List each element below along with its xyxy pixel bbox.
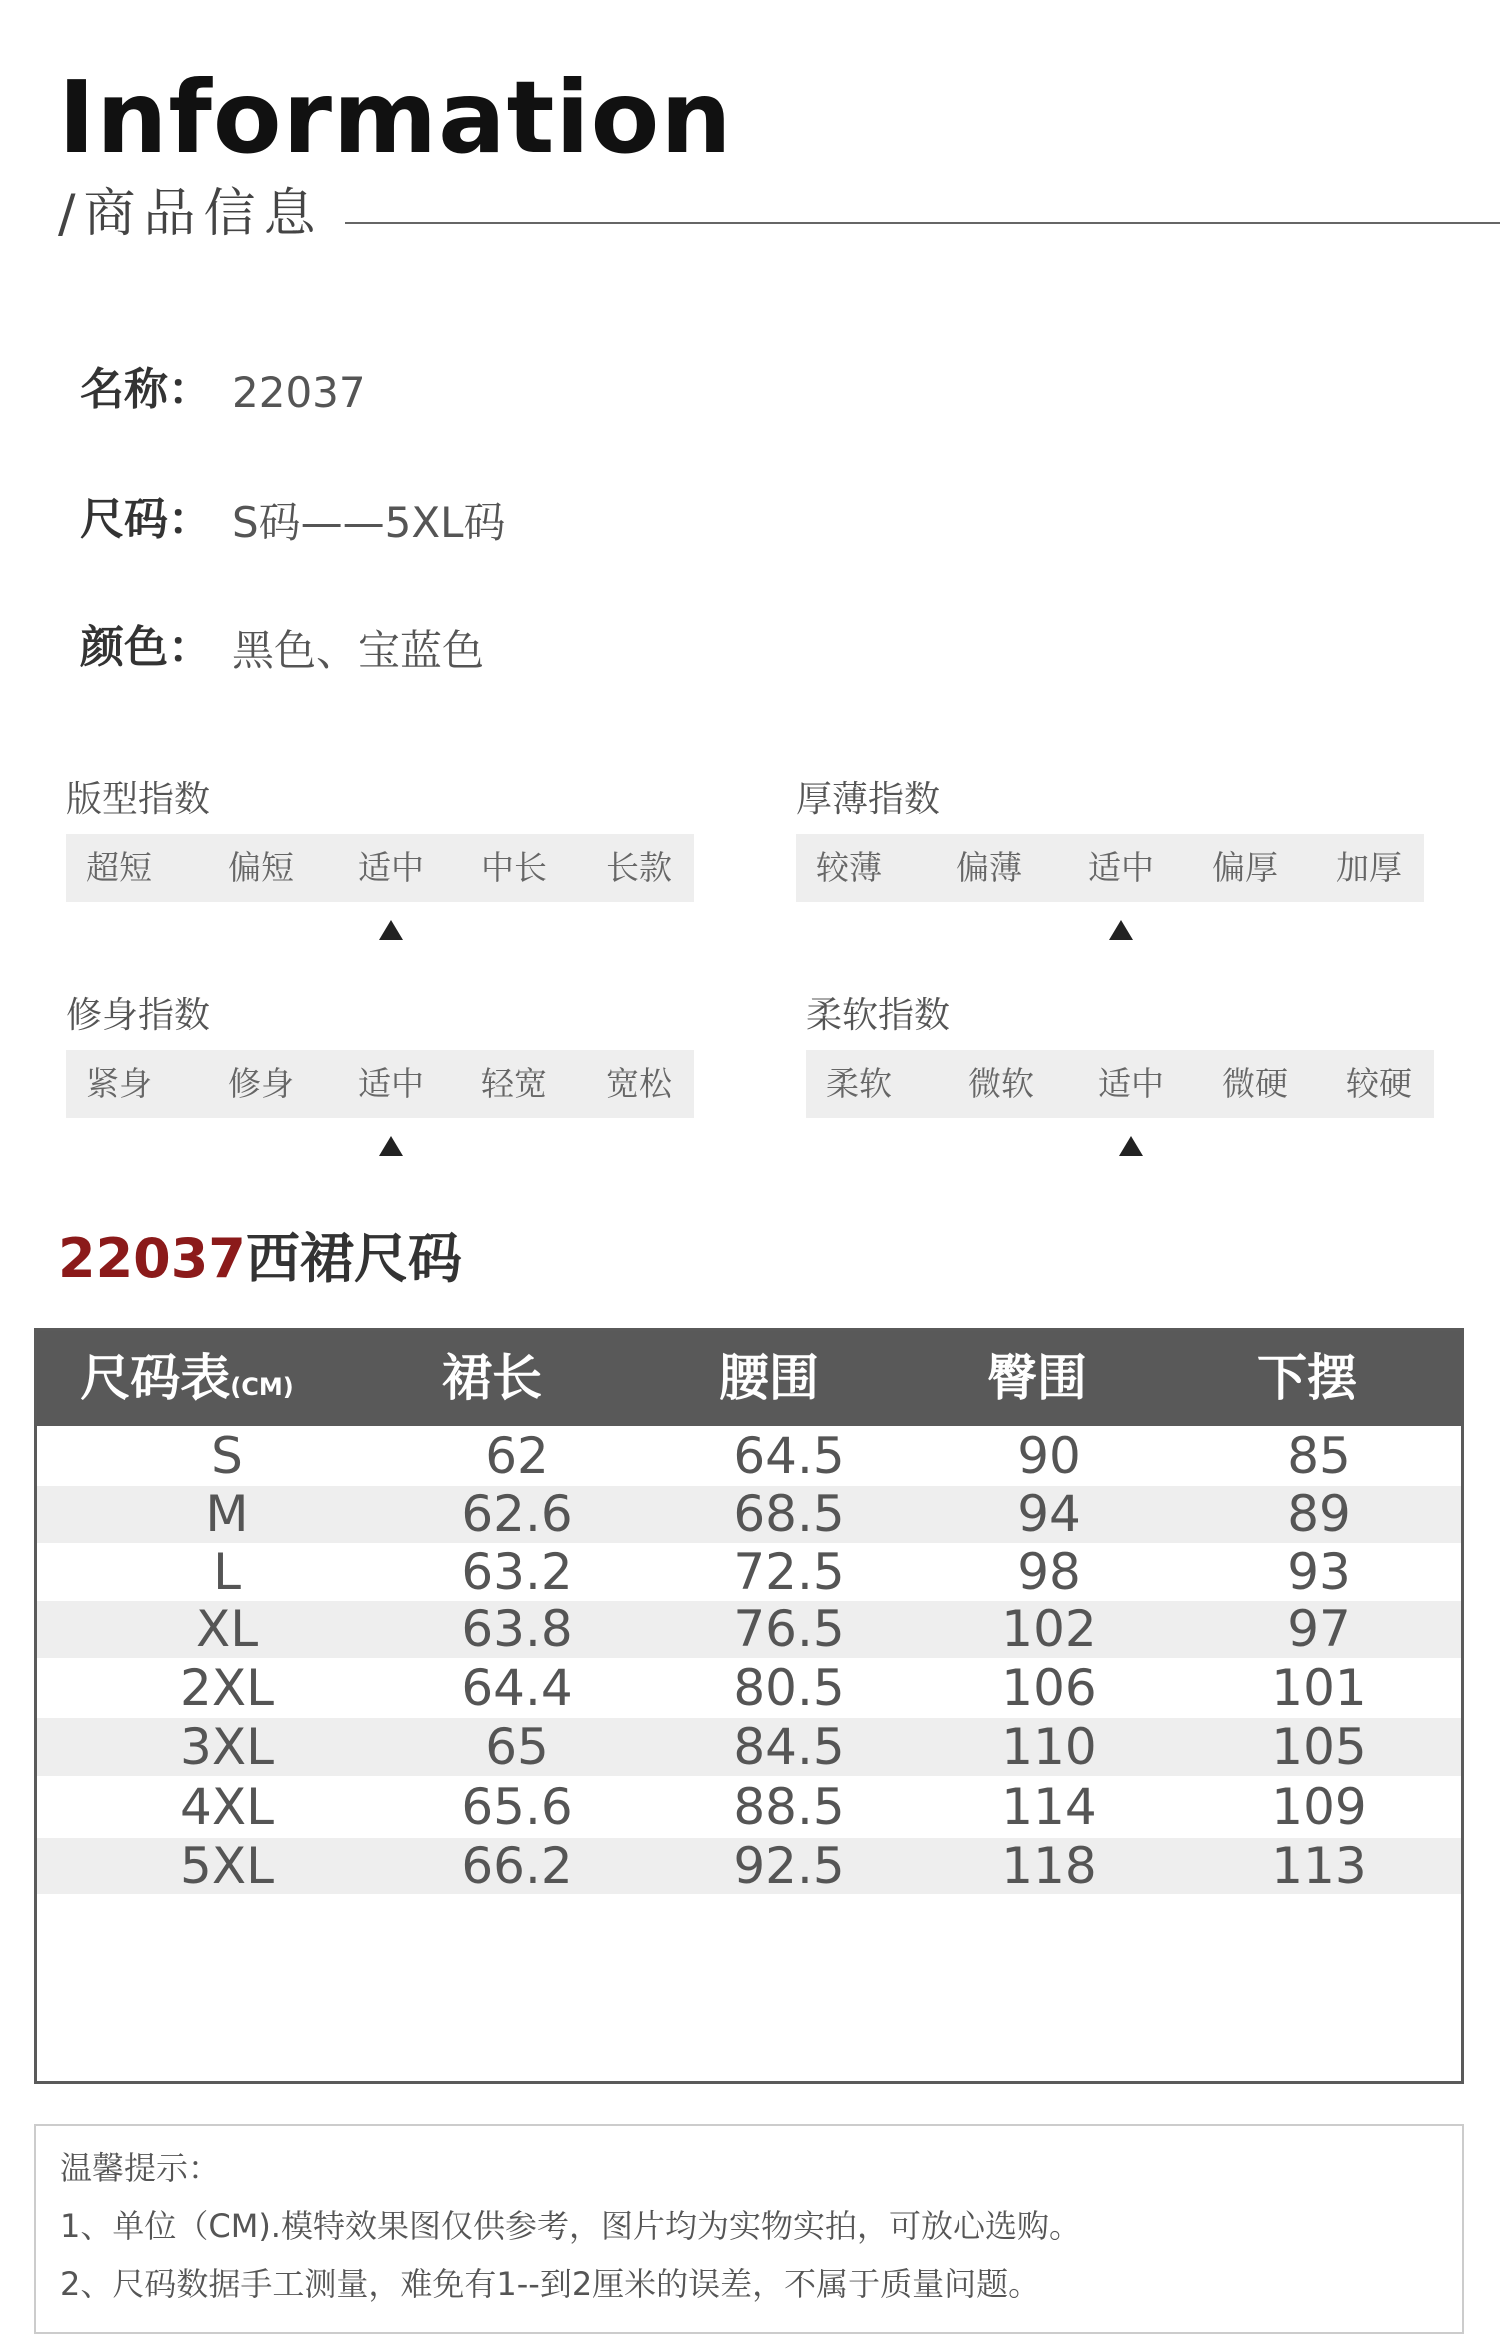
table-cell: 89 bbox=[1287, 1485, 1351, 1543]
table-cell: 64.5 bbox=[733, 1427, 845, 1485]
index-title-softness: 柔软指数 bbox=[806, 995, 951, 1036]
table-cell: 3XL bbox=[180, 1718, 274, 1776]
table-cell: 114 bbox=[1001, 1778, 1097, 1836]
header-hem: 下摆 bbox=[1257, 1349, 1357, 1407]
table-cell: 62 bbox=[485, 1427, 549, 1485]
index-option: 适中 bbox=[358, 1064, 424, 1103]
header-waist: 腰围 bbox=[719, 1349, 819, 1407]
page-title: Information bbox=[58, 59, 733, 176]
index-scale-fit bbox=[66, 834, 694, 902]
info-value-name: 22037 bbox=[232, 368, 366, 417]
table-cell: 97 bbox=[1287, 1600, 1351, 1658]
header-size-label: 尺码表 bbox=[80, 1349, 231, 1407]
size-chart-title-text: 西裙尺码 bbox=[245, 1227, 462, 1290]
table-row bbox=[37, 1658, 1461, 1718]
table-cell: 105 bbox=[1271, 1718, 1367, 1776]
info-value-color: 黑色、宝蓝色 bbox=[232, 626, 485, 675]
index-option: 长款 bbox=[606, 848, 672, 887]
table-row bbox=[37, 1426, 1461, 1486]
index-option: 柔软 bbox=[826, 1064, 892, 1103]
index-scale-softness bbox=[806, 1050, 1434, 1118]
index-option: 较硬 bbox=[1346, 1064, 1412, 1103]
table-cell: 64.4 bbox=[461, 1659, 573, 1717]
index-option: 适中 bbox=[1098, 1064, 1164, 1103]
table-cell: XL bbox=[195, 1600, 259, 1658]
table-cell: 101 bbox=[1271, 1659, 1367, 1717]
table-cell: 90 bbox=[1017, 1427, 1081, 1485]
table-cell: L bbox=[213, 1543, 241, 1601]
info-label-name: 名称： bbox=[80, 364, 212, 415]
table-cell: 106 bbox=[1001, 1659, 1097, 1717]
index-option: 轻宽 bbox=[481, 1064, 547, 1103]
table-cell: 93 bbox=[1287, 1543, 1351, 1601]
selected-marker-icon bbox=[1109, 920, 1133, 940]
index-title-thickness: 厚薄指数 bbox=[796, 779, 941, 820]
index-option: 偏薄 bbox=[956, 848, 1022, 887]
index-option: 中长 bbox=[481, 848, 547, 887]
table-cell: 84.5 bbox=[733, 1718, 845, 1776]
table-cell: 113 bbox=[1271, 1837, 1367, 1895]
size-table bbox=[34, 1328, 1464, 2084]
tips-box bbox=[34, 2124, 1464, 2334]
table-cell: 5XL bbox=[180, 1837, 274, 1895]
index-option: 微硬 bbox=[1222, 1064, 1288, 1103]
table-cell: 102 bbox=[1001, 1600, 1097, 1658]
table-row bbox=[37, 1543, 1461, 1601]
table-cell: 66.2 bbox=[461, 1837, 573, 1895]
info-label-size: 尺码： bbox=[80, 494, 212, 545]
table-cell: 118 bbox=[1001, 1837, 1097, 1895]
index-option: 宽松 bbox=[606, 1064, 672, 1103]
table-cell: 62.6 bbox=[461, 1485, 573, 1543]
index-option: 超短 bbox=[86, 848, 152, 887]
header-size bbox=[37, 1331, 337, 1426]
page-subtitle: /商品信息 bbox=[58, 184, 324, 244]
index-option: 修身 bbox=[228, 1064, 294, 1103]
size-table-header bbox=[37, 1331, 1461, 1426]
table-row bbox=[37, 1718, 1461, 1776]
index-title-fit: 版型指数 bbox=[66, 779, 211, 820]
info-label-color: 颜色： bbox=[80, 622, 212, 673]
subtitle-divider bbox=[345, 222, 1500, 224]
index-scale-slim bbox=[66, 1050, 694, 1118]
table-cell: 80.5 bbox=[733, 1659, 845, 1717]
table-cell: S bbox=[211, 1427, 243, 1485]
table-cell: 63.2 bbox=[461, 1543, 573, 1601]
tip-line-1: 1、单位（CM).模特效果图仅供参考，图片均为实物实拍，可放心选购。 bbox=[60, 2207, 1081, 2245]
header-hip: 臀围 bbox=[987, 1349, 1087, 1407]
table-cell: 110 bbox=[1001, 1718, 1097, 1776]
size-chart-code: 22037 bbox=[58, 1227, 246, 1290]
table-cell: 94 bbox=[1017, 1485, 1081, 1543]
tip-line-2: 2、尺码数据手工测量，难免有1--到2厘米的误差，不属于质量问题。 bbox=[60, 2265, 1041, 2303]
table-cell: 85 bbox=[1287, 1427, 1351, 1485]
table-row bbox=[37, 1776, 1461, 1838]
table-cell: 76.5 bbox=[733, 1600, 845, 1658]
index-option: 适中 bbox=[1088, 848, 1154, 887]
index-option: 适中 bbox=[358, 848, 424, 887]
table-cell: 92.5 bbox=[733, 1837, 845, 1895]
table-row bbox=[37, 1838, 1461, 1894]
table-cell: 109 bbox=[1271, 1778, 1367, 1836]
index-option: 微软 bbox=[968, 1064, 1034, 1103]
index-option: 紧身 bbox=[86, 1064, 152, 1103]
header-unit: (CM) bbox=[230, 1373, 294, 1401]
table-cell: M bbox=[205, 1485, 249, 1543]
index-option: 偏短 bbox=[228, 848, 294, 887]
index-scale-thickness bbox=[796, 834, 1424, 902]
selected-marker-icon bbox=[1119, 1136, 1143, 1156]
table-cell: 98 bbox=[1017, 1543, 1081, 1601]
table-cell: 65 bbox=[485, 1718, 549, 1776]
table-cell: 4XL bbox=[180, 1778, 274, 1836]
table-cell: 63.8 bbox=[461, 1600, 573, 1658]
table-cell: 65.6 bbox=[461, 1778, 573, 1836]
selected-marker-icon bbox=[379, 920, 403, 940]
index-option: 加厚 bbox=[1336, 848, 1402, 887]
info-value-size: S码——5XL码 bbox=[232, 498, 506, 547]
table-cell: 2XL bbox=[180, 1659, 274, 1717]
table-row bbox=[37, 1486, 1461, 1543]
header-length: 裙长 bbox=[442, 1349, 542, 1407]
tips-title: 温馨提示： bbox=[60, 2149, 221, 2187]
table-cell: 72.5 bbox=[733, 1543, 845, 1601]
table-cell: 68.5 bbox=[733, 1485, 845, 1543]
table-row bbox=[37, 1601, 1461, 1658]
index-title-slim: 修身指数 bbox=[66, 995, 211, 1036]
size-chart-title bbox=[58, 1227, 462, 1290]
index-option: 偏厚 bbox=[1212, 848, 1278, 887]
table-cell: 88.5 bbox=[733, 1778, 845, 1836]
index-option: 较薄 bbox=[816, 848, 882, 887]
selected-marker-icon bbox=[379, 1136, 403, 1156]
